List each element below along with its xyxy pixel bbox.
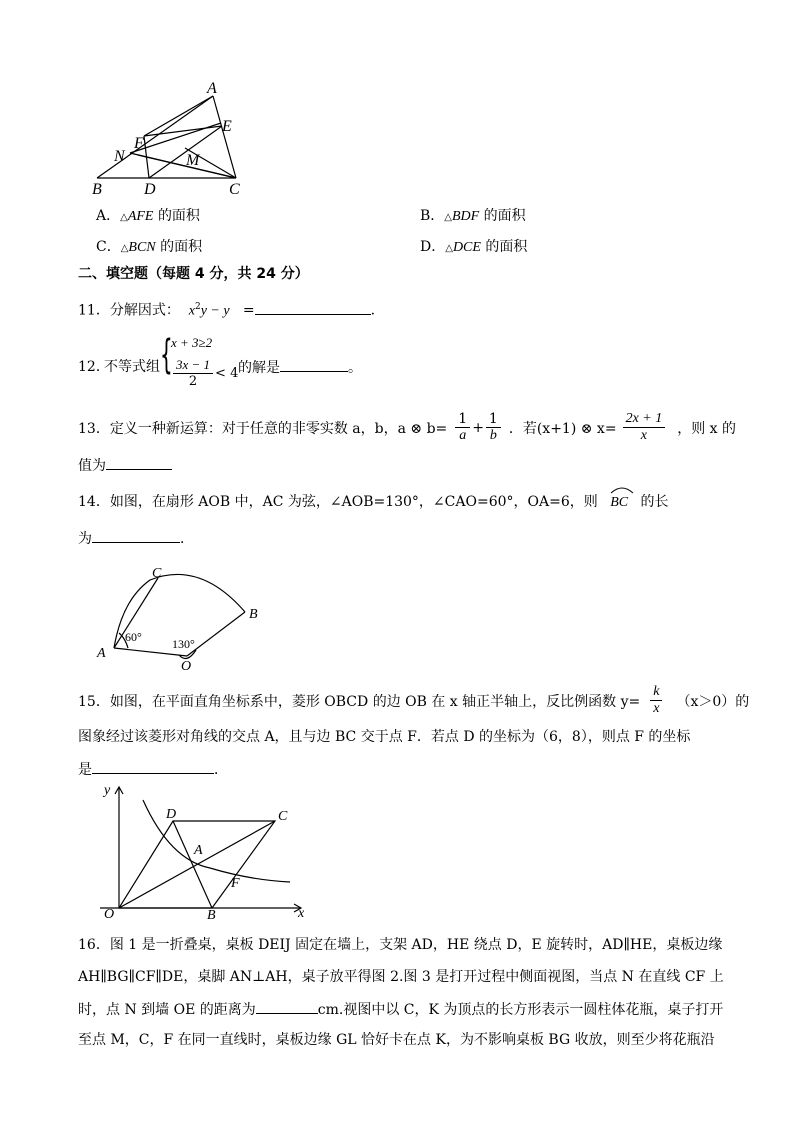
label-D: D (144, 181, 156, 198)
label-angle130: 130° (172, 637, 195, 651)
question-14: 14．如图，在扇形 AOB 中，AC 为弦，∠AOB=130°，∠CAO=60°，OA=6，则 BC 的长 (78, 492, 669, 513)
question-15-line3: 是 ． (78, 759, 228, 780)
label-N: N (114, 148, 125, 165)
answer-blank-12[interactable] (280, 357, 348, 372)
answer-blank-11[interactable] (255, 300, 371, 315)
brace: { (160, 332, 173, 378)
question-13-line2: 值为 (78, 455, 172, 476)
label-E: E (222, 118, 232, 135)
question-14-line2: 为 ． (78, 528, 194, 549)
question-15-line2: 图象经过该菱形对角线的交点 A，且与边 BC 交于点 F．若点 D 的坐标为（6，8），则点 F 的坐标 (78, 729, 691, 745)
label-angle60: 60° (125, 630, 142, 644)
arc-symbol (610, 486, 634, 494)
label-B: B (207, 908, 216, 922)
label-O: O (181, 659, 192, 674)
label-y: y (104, 783, 111, 798)
option-a: A．△AFE 的面积 (96, 208, 200, 224)
question-11: 11．分解因式： $x^2y - y$ = . (78, 297, 375, 322)
question-16-line1: 16．图 1 是一折叠桌，桌板 DEIJ 固定在墙上，支架 AD，HE 绕点 D，E 旋转时，AD∥HE，桌板边缘 (78, 937, 723, 953)
option-d: D．△DCE 的面积 (420, 239, 528, 255)
answer-blank-16[interactable] (256, 999, 318, 1014)
option-b: B．△BDF 的面积 (420, 208, 526, 224)
label-A: A (194, 843, 203, 858)
label-O: O (104, 907, 115, 922)
rhombus-figure-q15 (90, 780, 312, 922)
label-D: D (166, 807, 177, 822)
label-C: C (278, 809, 288, 824)
answer-blank-13[interactable] (106, 455, 172, 470)
option-c: C．△BCN 的面积 (96, 239, 203, 255)
sector-figure-q14 (90, 562, 270, 674)
label-x: x (298, 906, 305, 921)
label-B: B (249, 607, 258, 622)
triangle-figure-q10 (85, 76, 255, 200)
label-C: C (152, 566, 162, 581)
answer-blank-15[interactable] (92, 759, 214, 774)
label-F: F (231, 876, 240, 891)
label-C: C (229, 181, 240, 198)
question-16-line2: AH∥BG∥CF∥DE，桌脚 AN⊥AH，桌子放平得图 2.图 3 是打开过程中侧面视图，当点 N 在直线 CF 上 (78, 969, 724, 985)
label-F: F (134, 135, 144, 152)
label-B: B (92, 181, 102, 198)
answer-blank-14[interactable] (92, 528, 180, 543)
label-A: A (207, 80, 217, 97)
question-15: 15． 如图，在平面直角坐标系中，菱形 OBCD 的边 OB 在 x 轴正半轴上，反比例函数 y= $\frac{k}{x}$ （x＞0）的 (78, 684, 750, 716)
label-M: M (186, 152, 200, 169)
question-16-line3: 时，点 N 到墙 OE 的距离为 cm.视图中以 C，K 为顶点的长方形表示一圆柱体花瓶，桌子打开 (78, 999, 723, 1020)
label-A: A (97, 646, 106, 661)
question-16-line4: 至点 M，C，F 在同一直线时，桌板边缘 GL 恰好卡在点 K，为不影响桌板 BG 收放，则至少将花瓶沿 (78, 1032, 715, 1048)
section-title: 二、填空题（每题 4 分，共 24 分） (78, 266, 309, 282)
question-13: 13． 定义一种新运算：对于任意的非零实数 a，b，a ⊗ b= $\frac{1}{a}$ + $\frac{1}{b}$ ．若(x+1) ⊗ x= $\frac{2x + 1}{x}$ ，则 x 的 (78, 411, 737, 443)
